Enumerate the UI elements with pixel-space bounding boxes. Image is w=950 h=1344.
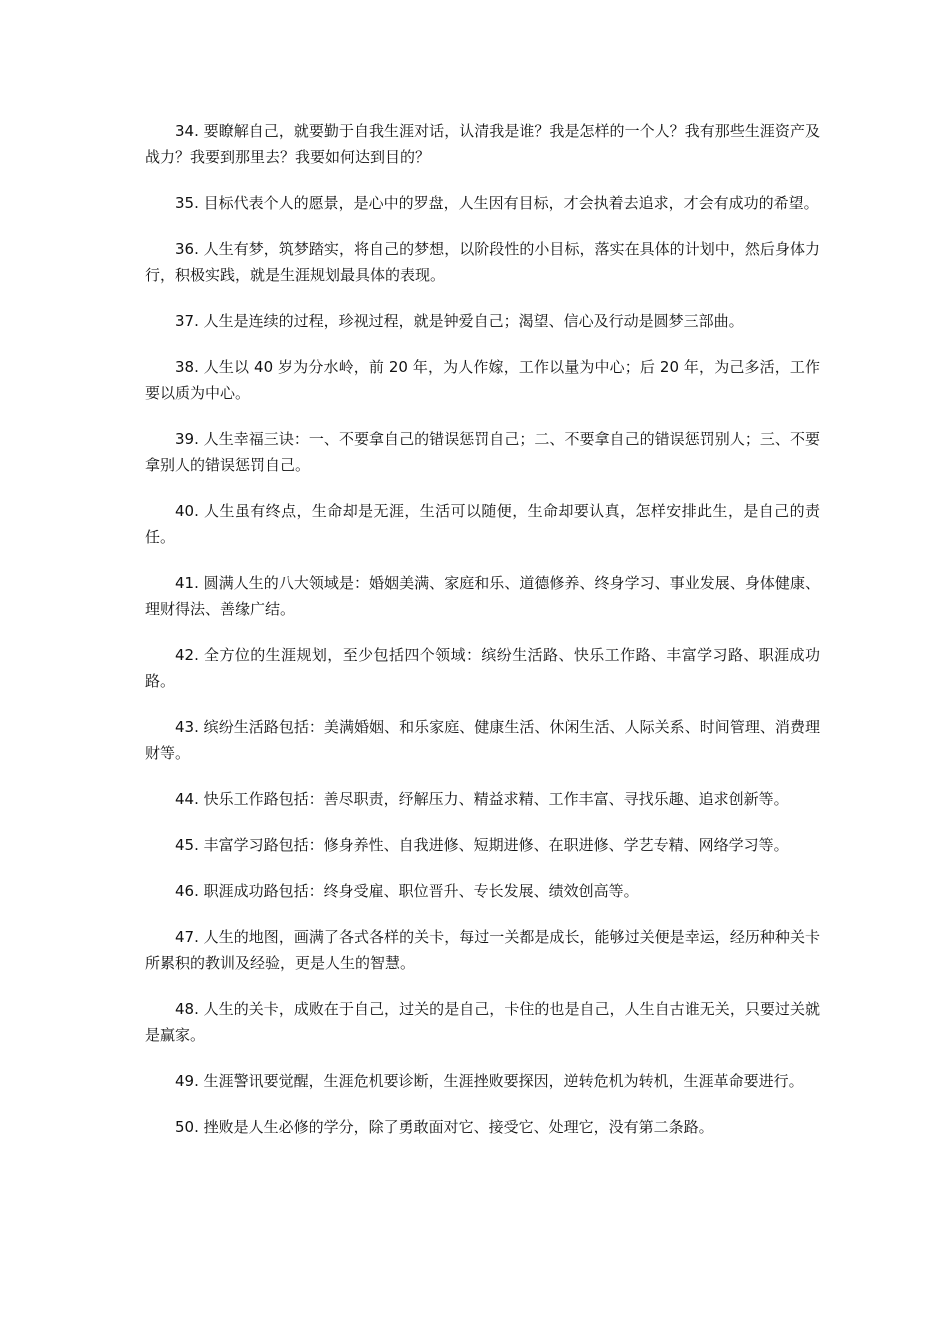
paragraph-47: 47. 人生的地图，画满了各式各样的关卡，每过一关都是成长，能够过关便是幸运，经历种种关卡所累积的教训及经验，更是人生的智慧。: [145, 928, 820, 972]
paragraph-46: 46. 职涯成功路包括：终身受雇、职位晋升、专长发展、绩效创高等。: [175, 882, 639, 900]
paragraph-39: 39. 人生幸福三诀：一、不要拿自己的错误惩罚自己；二、不要拿自己的错误惩罚别人；三、不要拿别人的错误惩罚自己。: [145, 430, 820, 474]
paragraph-43: 43. 缤纷生活路包括：美满婚姻、和乐家庭、健康生活、休闲生活、人际关系、时间管理、消费理财等。: [145, 718, 820, 762]
paragraph-37: 37. 人生是连续的过程，珍视过程，就是钟爱自己；渴望、信心及行动是圆梦三部曲。: [175, 312, 744, 330]
paragraph-40: 40. 人生虽有终点，生命却是无涯，生活可以随便，生命却要认真，怎样安排此生，是自己的责任。: [145, 502, 820, 546]
paragraph-35: 35. 目标代表个人的愿景，是心中的罗盘，人生因有目标，才会执着去追求，才会有成功的希望。: [175, 194, 819, 212]
paragraph-45: 45. 丰富学习路包括：修身养性、自我进修、短期进修、在职进修、学艺专精、网络学习等。: [175, 836, 789, 854]
document-body: [145, 118, 820, 1160]
paragraph-48: 48. 人生的关卡，成败在于自己，过关的是自己，卡住的也是自己，人生自古谁无关，只要过关就是赢家。: [145, 1000, 820, 1044]
paragraph-44: 44. 快乐工作路包括：善尽职责，纾解压力、精益求精、工作丰富、寻找乐趣、追求创新等。: [175, 790, 789, 808]
paragraph-49: 49. 生涯警讯要觉醒，生涯危机要诊断，生涯挫败要探因，逆转危机为转机，生涯革命要进行。: [175, 1072, 804, 1090]
paragraph-50: 50. 挫败是人生必修的学分，除了勇敢面对它、接受它、处理它，没有第二条路。: [175, 1118, 714, 1136]
paragraph-42: 42. 全方位的生涯规划，至少包括四个领域：缤纷生活路、快乐工作路、丰富学习路、职涯成功路。: [145, 646, 820, 690]
paragraph-38: 38. 人生以 40 岁为分水岭，前 20 年，为人作嫁，工作以量为中心；后 20 年，为己多活，工作要以质为中心。: [145, 358, 820, 402]
paragraph-41: 41. 圆满人生的八大领域是：婚姻美满、家庭和乐、道德修养、终身学习、事业发展、身体健康、理财得法、善缘广结。: [145, 574, 820, 618]
paragraph-34: 34. 要瞭解自己，就要勤于自我生涯对话，认清我是谁？我是怎样的一个人？我有那些生涯资产及战力？我要到那里去？我要如何达到目的？: [145, 122, 820, 166]
paragraph-36: 36. 人生有梦，筑梦踏实，将自己的梦想，以阶段性的小目标，落实在具体的计划中，然后身体力行，积极实践，就是生涯规划最具体的表现。: [145, 240, 820, 284]
